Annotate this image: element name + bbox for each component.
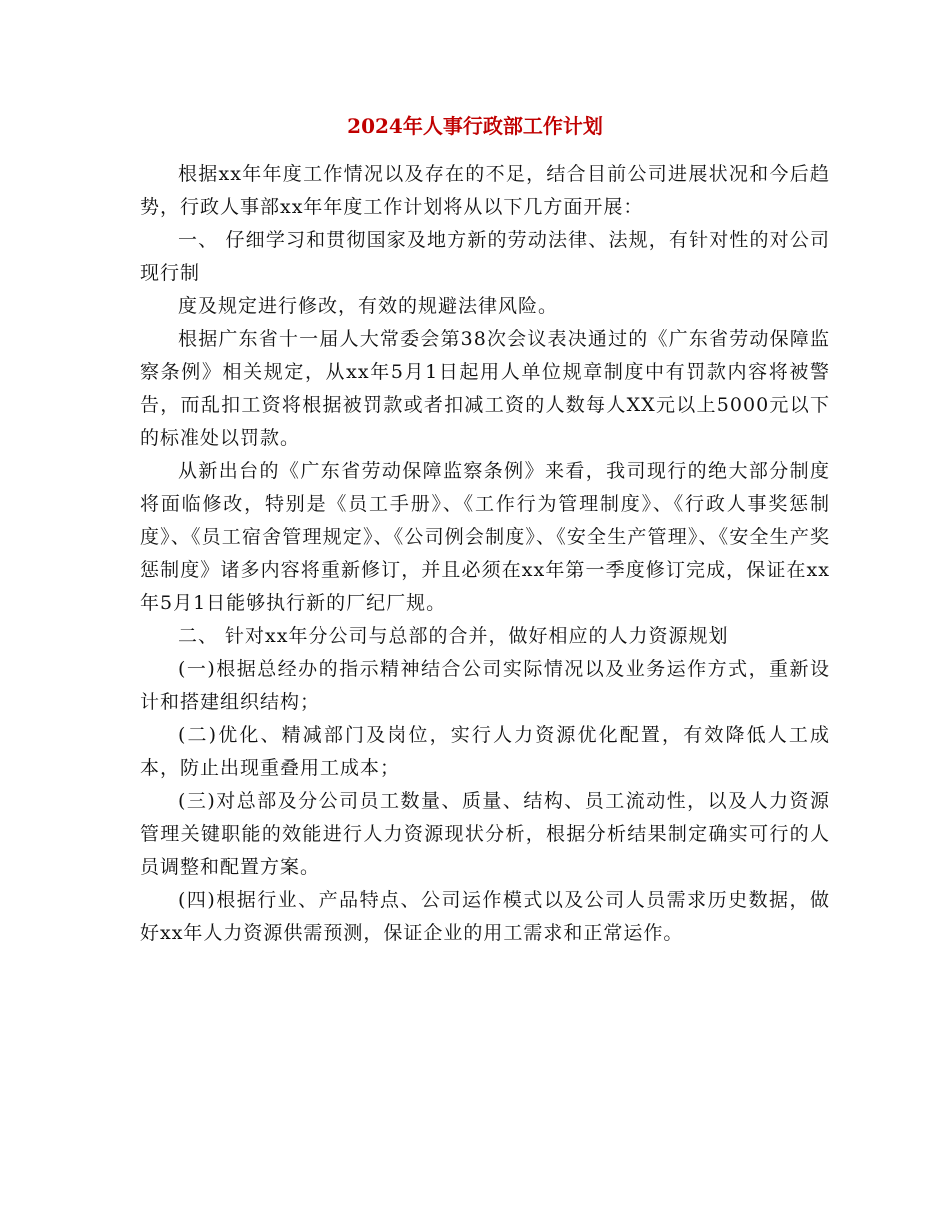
document-body [140, 158, 830, 950]
paragraph-3: 度及规定进行修改，有效的规避法律风险。 [178, 295, 559, 317]
paragraph-7: (一)根据总经办的指示精神结合公司实际情况以及业务运作方式，重新设计和搭建组织结构； [140, 658, 830, 713]
document-title: 2024年人事行政部工作计划 [347, 114, 603, 138]
paragraph-5: 从新出台的《广东省劳动保障监察条例》来看，我司现行的绝大部分制度将面临修改，特别是《员工手册》、《工作行为管理制度》、《行政人事奖惩制度》、《员工宿舍管理规定》、《公司例会制度》、《安全生产管理》、《安全生产奖惩制度》诸多内容将重新修订，并且必须在xx年第一季度修订完成，保证在xx年5月1日能够执行新的厂纪厂规。 [140, 460, 830, 614]
paragraph-9: (三)对总部及分公司员工数量、质量、结构、员工流动性，以及人力资源管理关键职能的效能进行人力资源现状分析，根据分析结果制定确实可行的人员调整和配置方案。 [140, 790, 830, 878]
paragraph-1: 根据xx年年度工作情况以及存在的不足，结合目前公司进展状况和今后趋势，行政人事部xx年年度工作计划将从以下几方面开展： [140, 163, 830, 218]
paragraph-4: 根据广东省十一届人大常委会第38次会议表决通过的《广东省劳动保障监察条例》相关规定，从xx年5月1日起用人单位规章制度中有罚款内容将被警告，而乱扣工资将根据被罚款或者扣减工资的人数每人XX元以上5000元以下的标准处以罚款。 [140, 328, 830, 449]
paragraph-6: 二、 针对xx年分公司与总部的合并，做好相应的人力资源规划 [178, 625, 729, 647]
paragraph-8: (二)优化、精减部门及岗位，实行人力资源优化配置，有效降低人工成本，防止出现重叠用工成本； [140, 724, 830, 779]
paragraph-2: 一、 仔细学习和贯彻国家及地方新的劳动法律、法规，有针对性的对公司现行制 [140, 229, 830, 284]
paragraph-10: (四)根据行业、产品特点、公司运作模式以及公司人员需求历史数据，做好xx年人力资源供需预测，保证企业的用工需求和正常运作。 [140, 889, 830, 944]
